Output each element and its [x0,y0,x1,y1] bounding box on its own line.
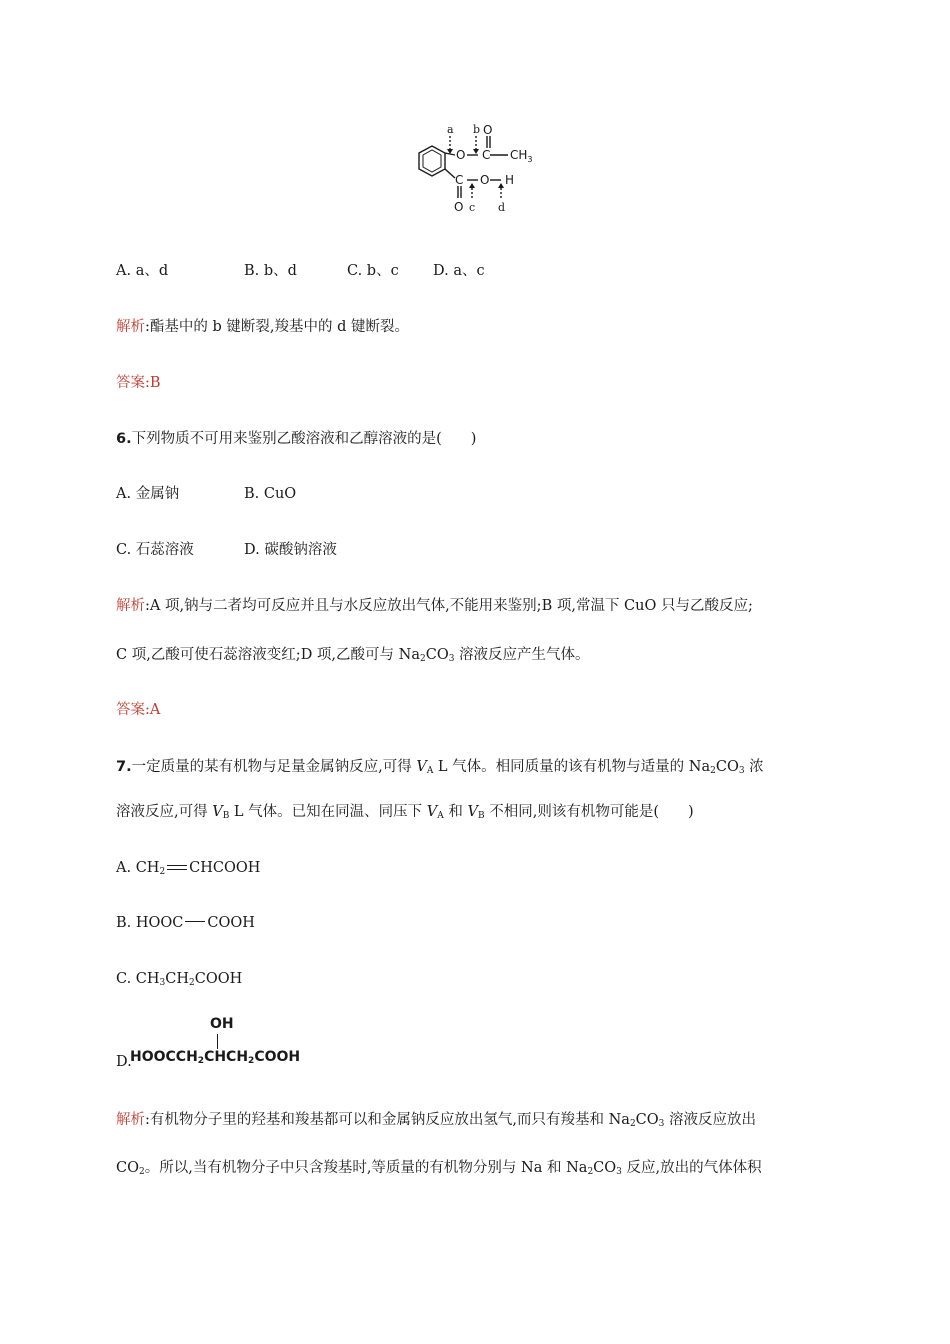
atom-h: H [505,173,515,187]
q7-option-a: A. $CH_2$ CHCOOH [116,860,261,877]
option-b: B. CuO [244,486,297,502]
q7-analysis-line2: $CO_2$。所以,当有机物分子中只含羧基时,等质量的有机物分别与 Na 和 $Na_2CO_3$ 反应,放出的气体体积 [116,1160,762,1177]
answer-label: 答案:B [116,375,161,391]
q5-analysis [116,317,409,337]
atom-o: O [454,200,464,214]
option-d: D. 碳酸钠溶液 [244,542,337,558]
bond-label-c: c [469,201,476,214]
analysis-label: 解析 [116,319,145,335]
answer-label: 答案:A [116,702,161,718]
analysis-label: 解析 [116,598,145,614]
single-bond [185,921,205,922]
option-c: C. b、c [347,263,399,279]
option-a: A. 金属钠 [116,486,180,502]
option-a: A. a、d [116,263,169,279]
option-d: D. a、c [433,263,485,279]
q7-option-c: C. $CH_3CH_2COOH$ [116,971,243,988]
analysis-text: :A 项,钠与二者均可反应并且与水反应放出气体,不能用来鉴别;B 项,常温下 CuO 只与乙酸反应; [145,598,753,614]
option-d-structure [130,1016,330,1076]
atom-o: O [480,173,490,187]
analysis-text: :酯基中的 b 键断裂,羧基中的 d 键断裂。 [145,319,409,335]
bond-line [217,1034,218,1049]
aspirin-structure-diagram [405,118,545,218]
question-number: 6. [116,431,132,447]
option-b: B. b、d [244,263,297,279]
formula: $HOOCCH_2CHCH_2COOH$ [130,1049,301,1066]
q7-analysis-line1: 解析:有机物分子里的羟基和羧基都可以和金属钠反应放出氢气,而只有羧基和 $Na_2CO_3$ 溶液反应放出 [116,1112,756,1129]
q7-option-d-label: D. [116,1054,132,1070]
option-c: C. 石蕊溶液 [116,542,194,558]
q6-answer [116,700,160,720]
atom-c: C [482,148,491,162]
atom-c: C [455,173,464,187]
q5-options [116,261,485,281]
q7-stem-line2: 溶液反应,可得 $V_B$ L 气体。已知在同温、同压下 $V_A$ 和 $V_B$ 不相同,则该有机物可能是( ) [116,804,694,821]
q6-options-row2 [116,540,337,560]
q7-stem-line1: 7.一定质量的某有机物与足量金属钠反应,可得 $V_A$ L 气体。相同质量的该有机物与适量的 $Na_2CO_3$ 浓 [116,759,764,776]
bond-label-d: d [498,201,506,214]
atom-ch3: $CH_3$ [510,148,533,164]
question-number: 7. [116,759,132,775]
q6-analysis-line2: C 项,乙酸可使石蕊溶液变红;D 项,乙酸可与 $Na_2CO_3$ 溶液反应产生气体。 [116,647,590,664]
bond-label-b: b [473,123,481,136]
q6-stem [116,429,476,449]
q5-answer [116,373,161,393]
q6-analysis-line1 [116,596,753,616]
atom-o: O [456,148,466,162]
question-text: 下列物质不可用来鉴别乙酸溶液和乙醇溶液的是( ) [131,431,477,447]
atom-o: O [483,123,493,137]
q7-option-b: B. HOOC COOH [116,915,255,931]
analysis-label: 解析 [116,1112,145,1128]
bond-label-a: a [447,123,454,136]
q6-options-row1 [116,484,296,504]
hydroxyl-group: OH [210,1016,234,1032]
double-bond [167,865,187,870]
